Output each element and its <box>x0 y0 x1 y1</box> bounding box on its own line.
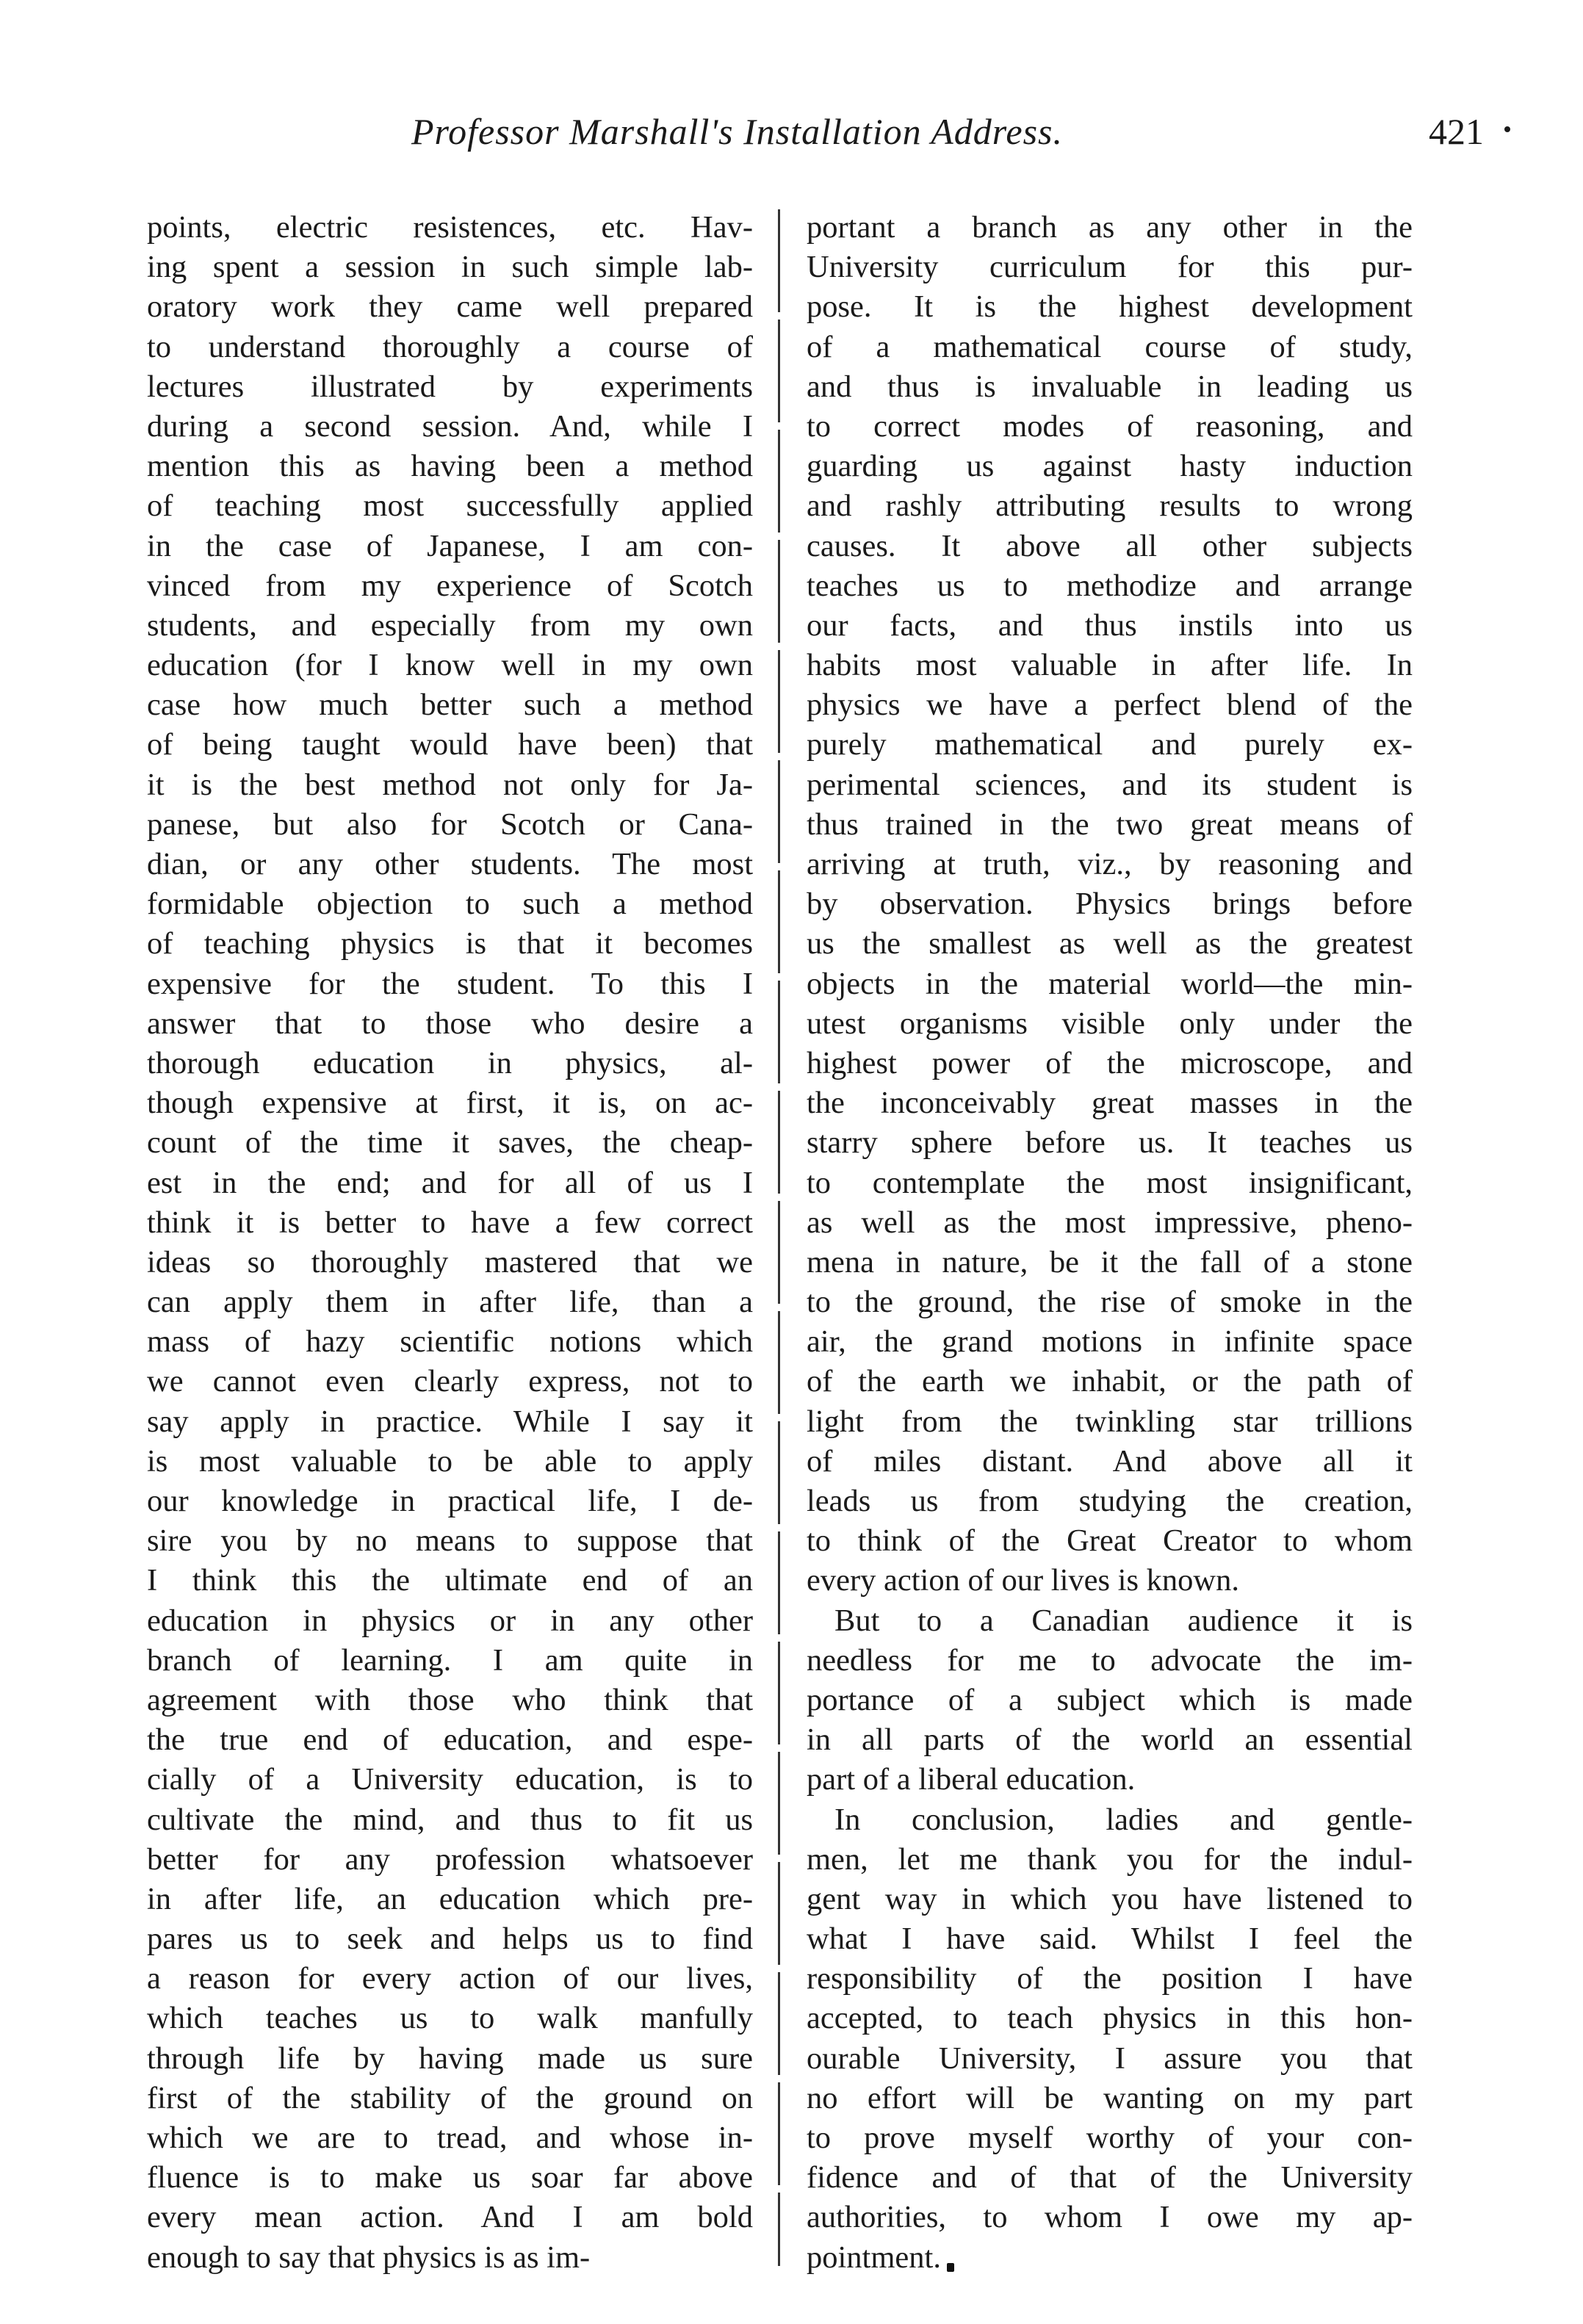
text-line: teaches us to methodize and arrange <box>807 568 1413 603</box>
text-line: cultivate the mind, and thus to fit us <box>147 1802 753 1837</box>
text-line: pares us to seek and helps us to find <box>147 1921 753 1957</box>
text-line: oratory work they came well prepared <box>147 289 753 325</box>
text-line: mention this as having been a method <box>147 449 753 484</box>
text-line: guarding us against hasty induction <box>807 449 1413 484</box>
text-line: to prove myself worthy of your con- <box>807 2121 1413 2155</box>
end-of-article-mark <box>947 2263 954 2272</box>
text-line: gent way in which you have listened to <box>807 1881 1413 1916</box>
page-number: 421 <box>1429 111 1484 152</box>
text-line: ideas so thoroughly mastered that we <box>147 1244 753 1280</box>
text-line: men, let me thank you for the indul- <box>807 1841 1413 1877</box>
text-line: to the ground, the rise of smoke in the <box>807 1285 1413 1320</box>
text-line: first of the stability of the ground on <box>147 2080 753 2115</box>
text-line: mena in nature, be it the fall of a stone <box>807 1244 1413 1280</box>
text-line: though expensive at first, it is, on ac- <box>147 1086 753 1121</box>
text-line: panese, but also for Scotch or Cana- <box>147 806 753 842</box>
left-text-column <box>147 208 753 2278</box>
text-line: part of a liberal education. <box>807 1762 1136 1797</box>
text-line: the true end of education, and espe- <box>147 1722 753 1758</box>
text-line: say apply in practice. While I say it <box>147 1404 753 1439</box>
text-line: est in the end; and for all of us I <box>147 1165 753 1200</box>
text-line: by observation. Physics brings before <box>807 887 1413 922</box>
text-line: thus trained in the two great means of <box>807 806 1413 842</box>
text-line: habits most valuable in after life. In <box>807 648 1413 683</box>
text-line: points, electric resistences, etc. Hav- <box>147 210 753 245</box>
text-line: to understand thoroughly a course of <box>147 329 753 364</box>
text-line: of a mathematical course of study, <box>807 329 1413 364</box>
text-line: to contemplate the most insignificant, <box>807 1165 1413 1200</box>
text-line: to correct modes of reasoning, and <box>807 408 1413 444</box>
text-line: in the case of Japanese, I am con- <box>147 528 753 563</box>
text-line: of teaching most successfully applied <box>147 488 753 524</box>
text-line: the inconceivably great masses in the <box>807 1086 1413 1121</box>
text-line: us the smallest as well as the greatest <box>807 926 1413 961</box>
text-line: and thus is invaluable in leading us <box>807 369 1413 404</box>
text-line: accepted, to teach physics in this hon- <box>807 2001 1413 2036</box>
text-line: objects in the material world—the min- <box>807 966 1413 1001</box>
text-line: vinced from my experience of Scotch <box>147 568 753 603</box>
text-line: branch of learning. I am quite in <box>147 1642 753 1678</box>
text-line: education in physics or in any other <box>147 1603 753 1638</box>
text-line: what I have said. Whilst I feel the <box>807 1921 1413 1957</box>
text-line: which teaches us to walk manfully <box>147 2001 753 2036</box>
text-line: of miles distant. And above all it <box>807 1443 1413 1479</box>
text-line: authorities, to whom I owe my ap- <box>807 2200 1413 2235</box>
text-line: ourable University, I assure you that <box>807 2040 1413 2076</box>
text-line: students, and especially from my own <box>147 607 753 643</box>
text-line: as well as the most impressive, pheno- <box>807 1205 1413 1240</box>
text-line: is most valuable to be able to apply <box>147 1443 753 1479</box>
text-line: purely mathematical and purely ex- <box>807 727 1413 762</box>
text-line: expensive for the student. To this I <box>147 966 753 1001</box>
text-line: air, the grand motions in infinite space <box>807 1324 1413 1360</box>
text-line: in all parts of the world an essential <box>807 1722 1413 1758</box>
text-line: case how much better such a method <box>147 688 753 723</box>
text-line: our facts, and thus instils into us <box>807 607 1413 643</box>
text-line: highest power of the microscope, and <box>807 1045 1413 1080</box>
text-line: lectures illustrated by experiments <box>147 369 753 404</box>
text-line: sire you by no means to suppose that <box>147 1523 753 1559</box>
text-line: starry sphere before us. It teaches us <box>807 1125 1413 1161</box>
text-line: thorough education in physics, al- <box>147 1045 753 1080</box>
text-line: University curriculum for this pur- <box>807 250 1413 285</box>
text-line: in after life, an education which pre- <box>147 1881 753 1916</box>
running-header <box>147 110 1484 169</box>
text-line: light from the twinkling star trillions <box>807 1404 1413 1439</box>
text-line: fidence and of that of the University <box>807 2160 1413 2195</box>
text-line: ing spent a session in such simple lab- <box>147 250 753 285</box>
text-line: needless for me to advocate the im- <box>807 1642 1413 1678</box>
text-line: we cannot even clearly express, not to <box>147 1364 753 1399</box>
text-line: agreement with those who think that <box>147 1682 753 1717</box>
text-line: think it is better to have a few correct <box>147 1205 753 1240</box>
text-line: our knowledge in practical life, I de- <box>147 1484 753 1518</box>
text-line: can apply them in after life, than a <box>147 1285 753 1320</box>
running-title: Professor Marshall's Installation Address. <box>411 111 1064 152</box>
text-line: no effort will be wanting on my part <box>807 2080 1413 2115</box>
text-line: of the earth we inhabit, or the path of <box>807 1364 1413 1399</box>
text-line: I think this the ultimate end of an <box>147 1563 753 1598</box>
text-line: of teaching physics is that it becomes <box>147 926 753 961</box>
text-line: pose. It is the highest development <box>807 289 1413 325</box>
text-line: portance of a subject which is made <box>807 1682 1413 1717</box>
text-line: a reason for every action of our lives, <box>147 1961 753 1996</box>
text-line: answer that to those who desire a <box>147 1006 753 1041</box>
text-line: But to a Canadian audience it is <box>834 1603 1413 1638</box>
text-line: physics we have a perfect blend of the <box>807 688 1413 723</box>
text-line: dian, or any other students. The most <box>147 847 753 881</box>
right-text-column <box>807 208 1413 2278</box>
text-line: it is the best method not only for Ja- <box>147 767 753 802</box>
text-line: to think of the Great Creator to whom <box>807 1523 1413 1559</box>
text-line: utest organisms visible only under the <box>807 1006 1413 1041</box>
text-line: enough to say that physics is as im- <box>147 2240 591 2275</box>
text-line: during a second session. And, while I <box>147 408 753 444</box>
text-line: responsibility of the position I have <box>807 1961 1413 1996</box>
text-line: and rashly attributing results to wrong <box>807 488 1413 524</box>
text-line: fluence is to make us soar far above <box>147 2160 753 2195</box>
ink-dot <box>1504 126 1510 132</box>
text-line: better for any profession whatsoever <box>147 1841 753 1877</box>
text-line: portant a branch as any other in the <box>807 210 1413 245</box>
text-line: leads us from studying the creation, <box>807 1484 1413 1518</box>
text-line: every action of our lives is known. <box>807 1563 1239 1598</box>
text-line: In conclusion, ladies and gentle- <box>834 1802 1413 1837</box>
text-line: every mean action. And I am bold <box>147 2200 753 2235</box>
text-line: mass of hazy scientific notions which <box>147 1324 753 1360</box>
text-line: pointment. <box>807 2238 1413 2278</box>
column-divider <box>778 209 780 2266</box>
text-line: cially of a University education, is to <box>147 1762 753 1797</box>
text-line: education (for I know well in my own <box>147 648 753 683</box>
text-line: through life by having made us sure <box>147 2040 753 2076</box>
text-line: which we are to tread, and whose in- <box>147 2121 753 2155</box>
text-line: formidable objection to such a method <box>147 887 753 922</box>
text-line: count of the time it saves, the cheap- <box>147 1125 753 1161</box>
text-line: causes. It above all other subjects <box>807 528 1413 563</box>
text-line: of being taught would have been) that <box>147 727 753 762</box>
text-line: arriving at truth, viz., by reasoning and <box>807 847 1413 881</box>
text-line: perimental sciences, and its student is <box>807 767 1413 802</box>
